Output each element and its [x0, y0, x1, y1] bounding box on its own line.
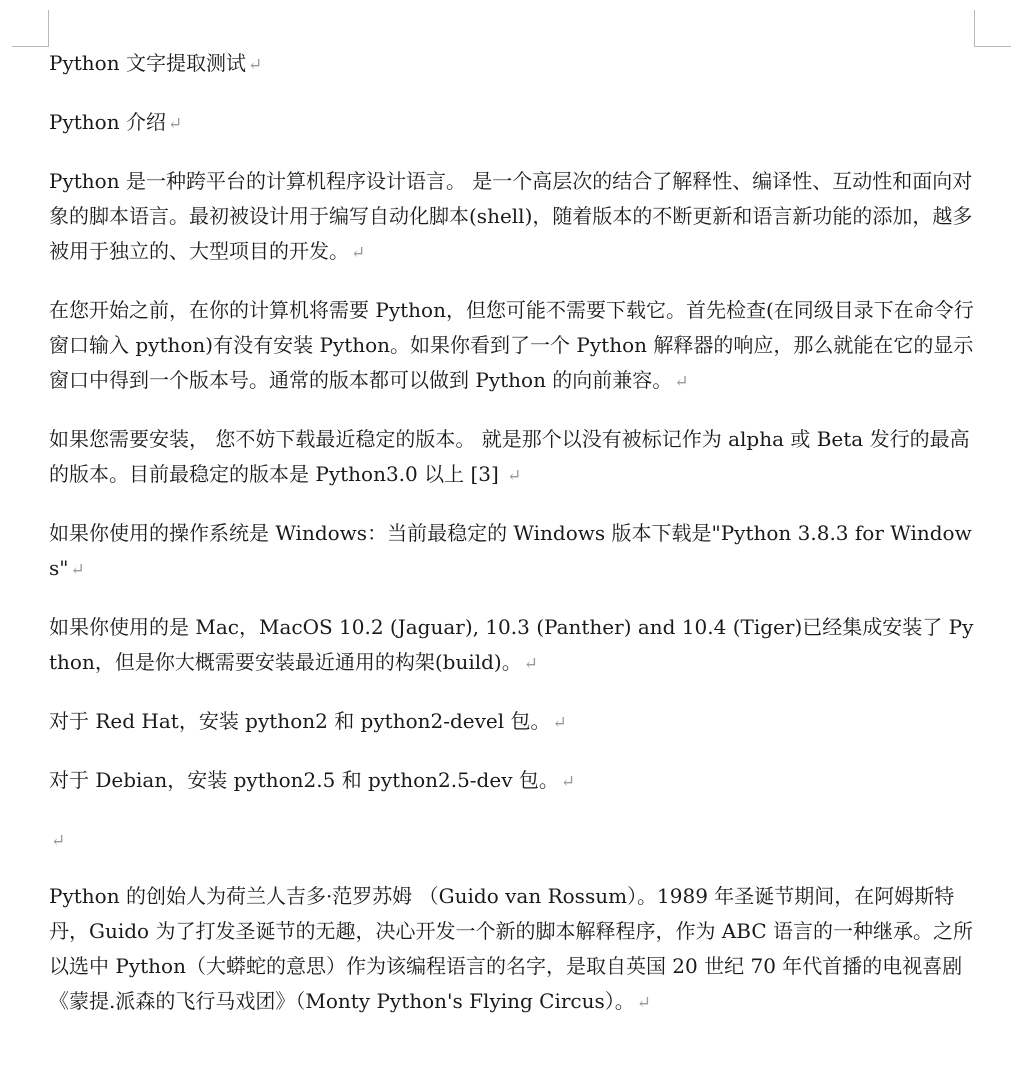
paragraph[interactable] [49, 704, 979, 741]
paragraph[interactable] [49, 164, 979, 271]
paragraph[interactable] [49, 610, 979, 682]
paragraph-text: 如果您需要安装， 您不妨下载最近稳定的版本。 就是那个以没有被标记作为 alpha 或 Beta 发行的最高的版本。目前最稳定的版本是 Python3.0 以上 [3] [49, 427, 970, 486]
paragraph-mark-icon: ↵ [560, 772, 576, 792]
paragraph-text: Python 是一种跨平台的计算机程序设计语言。 是一个高层次的结合了解释性、编译性、互动性和面向对象的脚本语言。最初被设计用于编写自动化脚本(shell)，随着版本的不断更新和语言新功能的添加，越多被用于独立的、大型项目的开发。 [49, 169, 973, 263]
paragraph[interactable] [49, 879, 979, 1021]
paragraph-mark-icon: ↵ [507, 466, 522, 486]
paragraph-mark-icon: ↵ [552, 713, 567, 733]
document-title[interactable] [49, 46, 979, 83]
paragraph[interactable] [49, 293, 979, 400]
section-heading[interactable] [49, 105, 979, 142]
page-corner-mark-top-right [974, 10, 1011, 47]
paragraph[interactable] [49, 763, 979, 800]
paragraph-text: Python 文字提取测试 [49, 51, 246, 75]
paragraph[interactable] [49, 422, 979, 494]
paragraph-text: 如果你使用的是 Mac，MacOS 10.2 (Jaguar), 10.3 (Panther) and 10.4 (Tiger)已经集成安装了 Python，但是你大概需要安装最近通用的构架(build)。 [49, 615, 974, 674]
paragraph-mark-icon: ↵ [674, 372, 689, 392]
paragraph-text: Python 的创始人为荷兰人吉多·范罗苏姆 （Guido van Rossum）。1989 年圣诞节期间，在阿姆斯特丹，Guido 为了打发圣诞节的无趣，决心开发一个新的脚本解释程序，作为 ABC 语言的一种继承。之所以选中 Python（大蟒蛇的意思）作为该编程语言的名字，是取自英国 20 世纪 70 年代首播的电视喜剧《蒙提.派森的飞行马戏团》（Monty Python's Flying Circus）。 [49, 884, 973, 1013]
paragraph-text: 如果你使用的操作系统是 Windows：当前最稳定的 Windows 版本下载是"Python 3.8.3 for Windows" [49, 521, 972, 580]
paragraph-mark-icon: ↵ [70, 560, 85, 580]
paragraph-mark-icon: ↵ [523, 654, 538, 674]
paragraph[interactable] [49, 516, 979, 588]
document-page[interactable] [49, 46, 979, 1043]
paragraph-mark-icon: ↵ [636, 993, 652, 1013]
empty-paragraph[interactable] [49, 822, 979, 857]
paragraph-text: Python 介绍 [49, 110, 166, 134]
page-corner-mark-top-left [12, 10, 49, 47]
paragraph-text: 在您开始之前，在你的计算机将需要 Python，但您可能不需要下载它。首先检查(在同级目录下在命令行窗口输入 python)有没有安装 Python。如果你看到了一个 Python 解释器的响应，那么就能在它的显示窗口中得到一个版本号。通常的版本都可以做到 Python 的向前兼容。 [49, 298, 974, 392]
paragraph-mark-icon: ↵ [247, 55, 263, 75]
paragraph-mark-icon: ↵ [167, 114, 183, 134]
paragraph-mark-icon: ↵ [351, 243, 366, 263]
paragraph-text: 对于 Red Hat，安装 python2 和 python2-devel 包。 [49, 709, 551, 733]
paragraph-mark-icon: ↵ [51, 831, 66, 851]
paragraph-text: 对于 Debian，安装 python2.5 和 python2.5-dev 包。 [49, 768, 559, 792]
